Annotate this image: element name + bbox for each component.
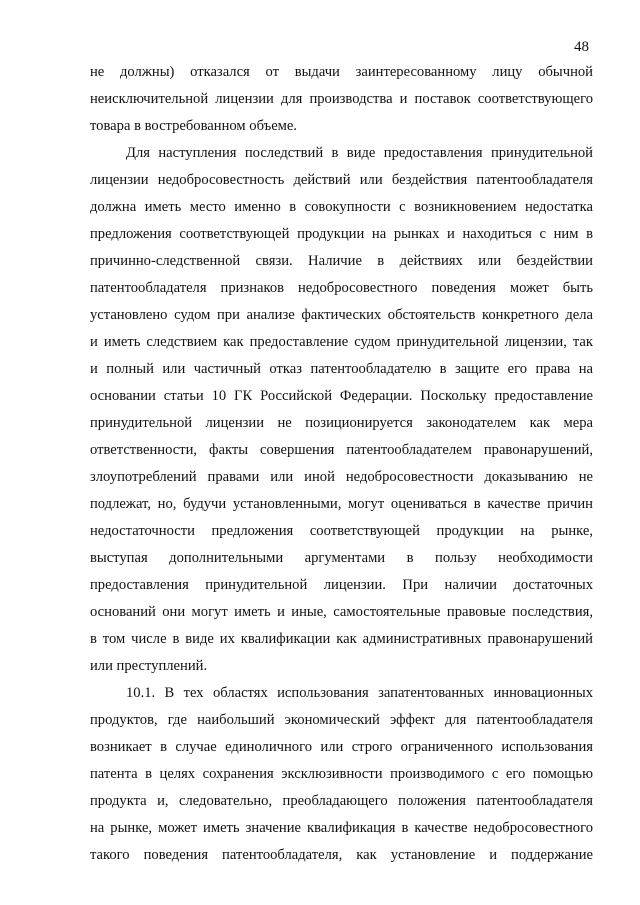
text-line: продукта и, следовательно, преобладающего положения патентообладателя: [90, 793, 593, 809]
text-line: подлежат, но, будучи установленными, могут оцениваться в качестве причин: [90, 496, 593, 512]
text-line: возникает в случае единоличного или строго ограниченного использования: [90, 739, 593, 755]
text-line: должна иметь место именно в совокупности с возникновением недостатка: [90, 199, 593, 215]
text-line: недостаточности предложения соответствующей продукции на рынке,: [90, 523, 593, 539]
text-line: установлено судом при анализе фактических обстоятельств конкретного дела: [90, 307, 593, 323]
text-line: такого поведения патентообладателя, как установление и поддержание: [90, 847, 593, 863]
text-line: выступая дополнительными аргументами в пользу необходимости: [90, 550, 593, 566]
text-line: Для наступления последствий в виде предоставления принудительной: [126, 145, 593, 161]
text-line: продуктов, где наибольший экономический эффект для патентообладателя: [90, 712, 593, 728]
text-line: патента в целях сохранения эксклюзивности производимого с его помощью: [90, 766, 593, 782]
text-line: лицензии недобросовестность действий или бездействия патентообладателя: [90, 172, 593, 188]
text-line: ответственности, факты совершения патентообладателем правонарушений,: [90, 442, 593, 458]
text-line: не должны) отказался от выдачи заинтересованному лицу обычной: [90, 64, 593, 80]
text-line: патентообладателя признаков недобросовестного поведения может быть: [90, 280, 593, 296]
text-line: принудительной лицензии не позиционируется законодателем как мера: [90, 415, 593, 431]
text-line: основании статьи 10 ГК Российской Федерации. Поскольку предоставление: [90, 388, 593, 404]
text-line: или преступлений.: [90, 658, 208, 674]
document-body: [90, 59, 593, 869]
text-line: 10.1. В тех областях использования запатентованных инновационных: [126, 685, 593, 701]
text-line: и иметь следствием как предоставление судом принудительной лицензии, так: [90, 334, 593, 350]
text-line: причинно-следственной связи. Наличие в действиях или бездействии: [90, 253, 593, 269]
text-line: оснований они могут иметь и иные, самостоятельные правовые последствия,: [90, 604, 593, 620]
text-line: предоставления принудительной лицензии. При наличии достаточных: [90, 577, 593, 593]
text-line: предложения соответствующей продукции на рынках и находиться с ним в: [90, 226, 593, 242]
text-line: в том числе в виде их квалификации как административных правонарушений: [90, 631, 593, 647]
text-line: на рынке, может иметь значение квалификация в качестве недобросовестного: [90, 820, 593, 836]
text-line: и полный или частичный отказ патентообладателю в защите его права на: [90, 361, 593, 377]
text-line: неисключительной лицензии для производства и поставок соответствующего: [90, 91, 593, 107]
text-line: злоупотреблений правами или иной недобросовестности доказыванию не: [90, 469, 593, 485]
page-number: 48: [574, 39, 589, 55]
text-line: товара в востребованном объеме.: [90, 118, 298, 134]
